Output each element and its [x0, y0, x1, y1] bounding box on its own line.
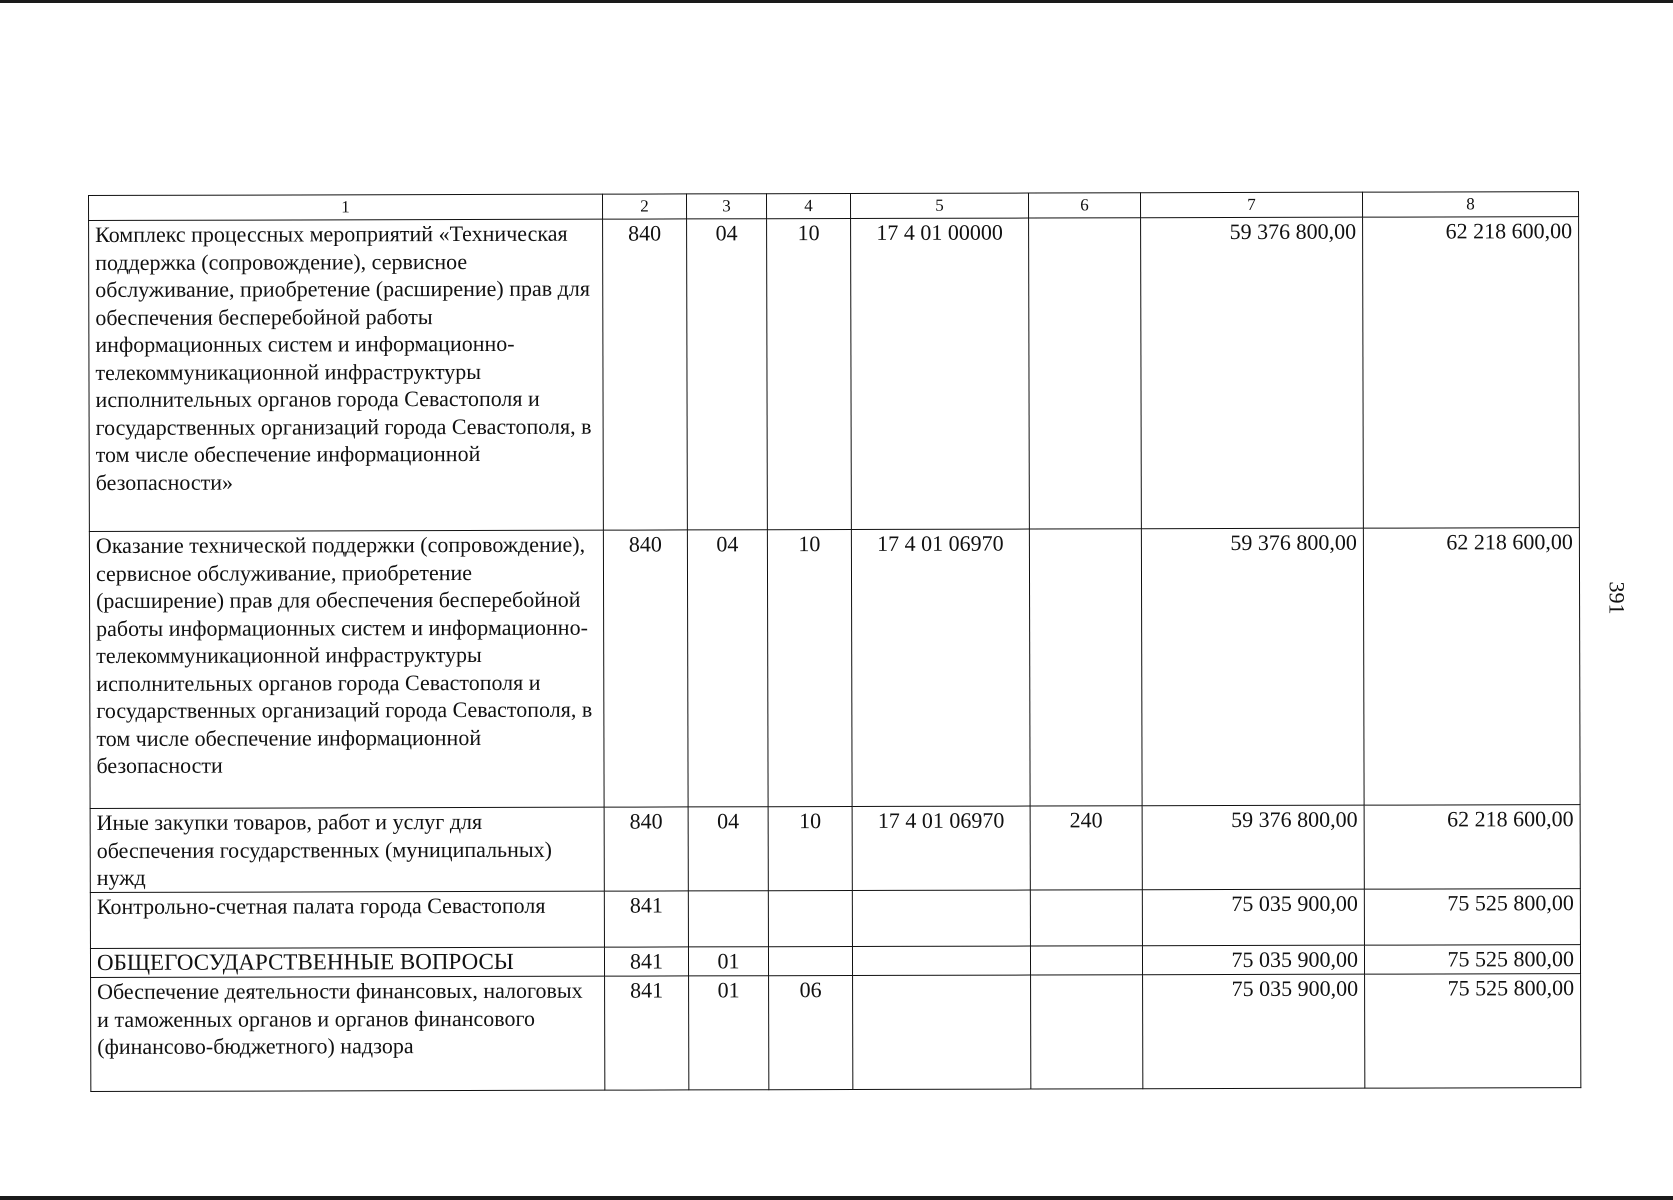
expense-type-cell — [1031, 975, 1143, 1089]
ved-cell: 840 — [604, 807, 688, 891]
column-number-8: 8 — [1362, 192, 1578, 218]
section-cell: 01 — [689, 976, 769, 1090]
table-row — [90, 889, 1580, 949]
column-number-4: 4 — [766, 194, 850, 219]
ved-cell: 840 — [603, 530, 688, 807]
expense-type-cell — [1030, 946, 1142, 975]
subsection-cell: 10 — [768, 807, 852, 891]
scan-border-bottom — [0, 1196, 1673, 1200]
amount-year1-cell: 75 035 900,00 — [1143, 974, 1365, 1089]
column-number-6: 6 — [1028, 193, 1140, 218]
row-name-cell: Контрольно-счетная палата города Севастополя — [90, 891, 604, 948]
amount-year2-cell: 62 218 600,00 — [1363, 217, 1580, 529]
table-row — [91, 974, 1581, 1092]
ved-cell: 841 — [605, 976, 689, 1090]
row-name-cell: Обеспечение деятельности финансовых, налоговых и таможенных органов и органов финансового (финансово-бюджетного) надзора — [91, 976, 605, 1091]
subsection-cell: 06 — [769, 976, 853, 1090]
table-row — [90, 805, 1580, 893]
target-article-cell — [853, 975, 1031, 1089]
amount-year2-cell: 75 525 800,00 — [1365, 974, 1581, 1089]
amount-year1-cell: 59 376 800,00 — [1141, 217, 1364, 529]
row-name-cell: Оказание технической поддержки (сопровождение), сервисное обслуживание, приобретение (расширение) прав для обеспечения бесперебойной работы информационных систем и информационно-телекоммуникационной инфраструктуры исполнительных органов города Севастополя и государственных организаций города Севастополя, в том числе обеспечение информационной безопасности — [89, 530, 604, 808]
subsection-cell — [768, 947, 852, 976]
amount-year1-cell: 75 035 900,00 — [1142, 889, 1364, 946]
target-article-cell — [852, 890, 1030, 946]
page-number: 391 — [1604, 581, 1630, 615]
section-cell: 04 — [688, 807, 768, 891]
section-cell: 04 — [687, 219, 768, 530]
column-number-2: 2 — [602, 194, 686, 219]
section-cell: 01 — [688, 947, 768, 976]
target-article-cell — [852, 946, 1030, 975]
subsection-cell — [768, 891, 852, 947]
column-number-5: 5 — [850, 193, 1028, 218]
amount-year1-cell: 75 035 900,00 — [1142, 945, 1364, 975]
table-header-row — [89, 192, 1579, 221]
section-cell: 04 — [687, 530, 768, 807]
ved-cell: 841 — [604, 891, 688, 947]
table-row — [90, 945, 1580, 978]
budget-table — [88, 191, 1581, 1092]
ved-cell: 841 — [604, 947, 688, 976]
row-name-cell: ОБЩЕГОСУДАРСТВЕННЫЕ ВОПРОСЫ — [90, 947, 604, 977]
amount-year2-cell: 62 218 600,00 — [1363, 528, 1580, 806]
expense-type-cell — [1029, 529, 1142, 806]
column-number-3: 3 — [686, 194, 766, 219]
target-article-cell: 17 4 01 06970 — [852, 806, 1030, 890]
expense-type-cell: 240 — [1030, 806, 1142, 890]
target-article-cell: 17 4 01 06970 — [851, 529, 1030, 806]
amount-year2-cell: 62 218 600,00 — [1364, 805, 1580, 890]
amount-year2-cell: 75 525 800,00 — [1364, 945, 1580, 975]
amount-year1-cell: 59 376 800,00 — [1141, 528, 1364, 806]
row-name-cell: Иные закупки товаров, работ и услуг для обеспечения государственных (муниципальных) нужд — [90, 807, 604, 892]
row-name-cell: Комплекс процессных мероприятий «Техническая поддержка (сопровождение), сервисное обслуживание, приобретение (расширение) прав для обеспечения бесперебойной работы информационных систем и информационно-телекоммуникационной инфраструктуры исполнительных органов города Севастополя и государственных организаций города Севастополя, в том числе обеспечение информационной безопасности» — [89, 219, 604, 531]
section-cell — [688, 891, 768, 947]
amount-year2-cell: 75 525 800,00 — [1364, 889, 1580, 946]
column-number-7: 7 — [1140, 192, 1362, 218]
amount-year1-cell: 59 376 800,00 — [1142, 805, 1364, 890]
expense-type-cell — [1030, 890, 1142, 946]
subsection-cell: 10 — [767, 530, 852, 807]
ved-cell: 840 — [603, 219, 688, 530]
scan-border-top — [0, 0, 1673, 3]
table-row — [89, 217, 1580, 532]
subsection-cell: 10 — [767, 219, 852, 530]
expense-type-cell — [1029, 218, 1142, 529]
target-article-cell: 17 4 01 00000 — [851, 218, 1030, 529]
column-number-1: 1 — [89, 194, 603, 220]
table-row — [89, 528, 1580, 809]
